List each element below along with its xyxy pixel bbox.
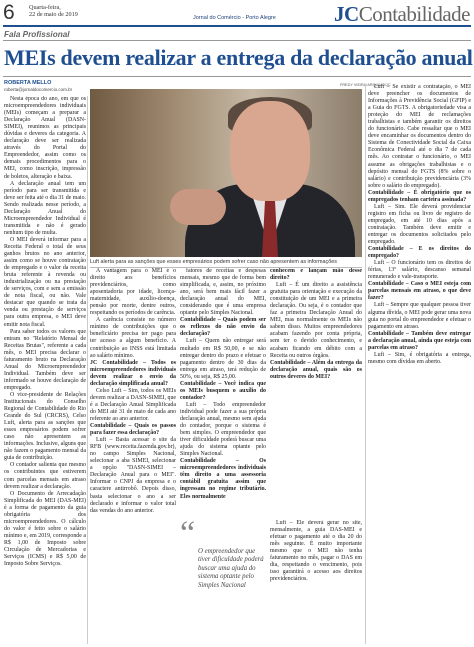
interview-question: Contabilidade – E os direitos do empregado? [368,246,471,260]
column-divider [87,96,88,644]
paragraph: Luft – O funcionário tem os direitos de férias, 13º salário, descanso semanal remunerado e vale-transporte. [368,260,471,281]
section-label: Fala Profissional [4,30,70,39]
author-email: roberta@jornaldocomercio.com.br [4,87,73,92]
article-photo [90,89,362,257]
paragraph: fatores de receitas e despesas mensais, mesmo que de forma bem simplificada, e, assim, no próximo ano, será bem mais fácil fazer a declaração anual do MEI, considerando que é uma empresa optante pelo Simples Nacional. [180,268,266,317]
interview-question: Contabilidade – Também deve entregar a declaração anual, ainda que esteja com parcelas em atraso? [368,330,471,351]
weekday: Quarta-feira, [29,4,61,11]
date-text: 22 de maio de 2019 [29,11,78,18]
interview-question: Contabilidade – Quais podem ser os reflexos do não envio da declaração? [180,317,266,338]
paragraph: O vice-presidente de Relações Institucionais do Conselho Regional de Contabilidade do Rio Grande do Sul (CRCRS), Celso Luft, alerta para as sanções que esses empresários podem sofrer caso não apresentem as informações. Inclusive, alguns que não fazem o pagamento mensal da guia de contribuição. [4,391,86,462]
headline-rule [3,76,471,77]
paragraph: Celso Luft – Sim, todos os MEIs devem realizar a DASN-SIMEI, que é a Declaração Anual Simplificada do MEI até 31 de maio de cada ano referente ao ano anterior. [90,387,176,422]
interview-question: Contabilidade – Você indica que os MEIs busquem o auxílio do contador? [180,380,266,401]
paragraph: Nesta época do ano, em que os microempreendedores individuais (MEIs) começam a preparar a Declaração Anual (DASN-SIMEI), reunimos as principais dúvidas e deveres da categoria. A declaração deve ser realizada através do Portal do Empreendedor, assim como os demais procedimentos para o MEI, como inscrição, impressão de boletos, alteração e baixa. [4,96,86,180]
interview-question: Contabilidade – Quais os passos para fazer essa declaração? [90,423,176,437]
paragraph: Luft – Sim. Ele deverá providenciar registro em ficha ou livro de registro de empregado, em até 10 dias após a contratação. Também deve emitir e entregar os documentos solicitados pelo empregado. [368,203,471,246]
header-rule [3,25,471,27]
article-column-3 [180,268,266,516]
interview-question: Contabilidade – Caso o MEI esteja com parcelas mensais em atraso, o que deve fazer? [368,281,471,302]
article-column-1 [4,96,86,644]
paragraph: A vantagem para o MEI é o direito aos benefícios previdenciários, como aposentadoria por idade, licença-maternidade, auxílio-doença, pensão por morte, dentre outros, respeitando os períodos de carência. [90,268,176,317]
headline: MEIs devem realizar a entrega da declaração anual [4,45,473,70]
article-column-5 [368,84,471,644]
logo-jc: JC [334,2,359,26]
photo-hand [170,189,226,225]
publication-date [29,4,78,18]
paragraph: Luft – Basta acessar o site da RFB (www.receita.fazenda.gov.br), no campo Simples Nacional, selecionar a aba SIMEI, selecionar a opção "DASN-SIMEI – Declaração Anual para o MEI". Informar o CNPJ da empresa e o caractere antirrobô. Depois disso, basta selecionar o ano a ser declarado e informar o valor total das vendas do ano anterior. [90,437,176,514]
section-logo [334,2,470,27]
photo-credit: FREDY VIEIRA/ARQUIVO/JC [340,83,391,87]
journal-name: Jornal do Comércio - Porto Alegre [193,15,276,21]
paragraph: O contador salienta que mesmo os contribuintes que estiverem com parcelas mensais em atraso devem realizar a declaração. [4,462,86,490]
paragraph: Para saber todos os valores que entram no "Relatório Mensal de Receitas Brutas", referente a cada mês, o MEI precisa declarar o faturamento bruto na Declaração Anual do Microempreendedor Individual. Também deve ser informado se houve declaração de empregado. [4,328,86,391]
paragraph: O Documento de Arrecadação Simplificada do MEI (DAS-MEI) é a forma de pagamento da guia obrigatória dos microempreendedores. O cálculo do valor é feito sobre o salário mínimo e, em 2019, corresponde a R$ 1,00 de Imposto sobre Circulação de Mercadorias e Serviços (ICMS) e R$ 5,00 de Imposto Sobre Serviços. [4,490,86,568]
section-rule [3,40,471,41]
paragraph: O MEI deverá informar para a Receita Federal o total de seus ganhos brutos no ano anterior, assim como se houve contratação de empregado e o valor da receita bruta referente à revenda ou industrialização ou na prestação de serviços, com e sem a emissão de nota fiscal, ou não. Vale destacar que quando se trata da venda ou prestação de serviços para outra empresa, o MEI deve emitir nota fiscal. [4,236,86,328]
article-column-4-continued [270,520,362,644]
paragraph: Luft – Quem não entregar será multado em R$ 50,00, e se não entregar dentro do prazo e efetuar o pagamento dentro de 30 dias da entrega em atraso, terá redução de 50%, ou seja, R$ 25,00. [180,338,266,380]
article-column-2 [90,268,176,644]
paragraph: Luft – Se existir a contratação, o MEI deve preencher os documentos de Informações à Previdência Social (GFIP) e a Guia do FGTS. A obrigatoriedade visa a proteção do MEI de reclamações trabalhistas e também garantir os direitos do funcionário. Cabe ressaltar que o MEI deve encaminhar os documentos dentro do Sistema de Conectividade Social da Caixa Econômica Federal até o dia 7 de cada mês. Ao contratar o funcionário, o MEI assume as obrigações trabalhistas e o depósito mensal do FGTS (8% sobre o salário) e contribuição previdenciária (3% sobre o salário do empregado). [368,84,471,189]
interview-question: conhecem e lançam mão desse direito? [270,268,362,282]
pull-quote [180,515,266,644]
column-divider [365,84,366,644]
paragraph: Luft – É um direito a assistência gratuita para orientação e execução da constituição de um MEI e a primeira declaração. Ou seja, é o contador que faz a primeira Declaração Anual do MEI, mas normalmente os MEIs não sabem disso. Muitos empreendedores acabam fazendo por conta própria, sem ter o devido conhecimento, e acabam ficando em débito com a Receita ou outros órgãos. [270,282,362,359]
paragraph: Luft – Ele deverá gerar no site, mensalmente, a guia DAS-MEI e efetuar o pagamento até o dia 20 do mês seguinte. É muito importante mesmo que o MEI não tenha faturamento no mês, pagar o DAS em dia, respeitando o vencimento, pois isso garantirá o acesso aos direitos previdenciários. [270,520,362,583]
quote-mark-icon: “ [180,515,196,552]
article-column-4 [270,268,362,518]
interview-question: Contabilidade – Os microempreendedores individuais têm direito a uma assessoria contábil gratuita assim que ingressam no regime tributário. Eles normalmente [180,458,266,500]
interview-question: Contabilidade – É obrigatório que os empregados tenham carteira assinada? [368,189,471,203]
paragraph: A carência consiste no número mínimo de contribuições que o beneficiário precisa ter pago para ter acesso a algum benefício. A contribuição ao INSS está limitada ao salário mínimo. [90,317,176,359]
page-number: 6 [3,1,15,24]
interview-question: JC Contabilidade – Todos os microempreendedores individuais devem realizar o envio da declaração simplificada anual? [90,359,176,387]
paragraph: A declaração anual tem um período para ser transmitida e deve ser feita até o dia 31 de maio. Sendo realizada nesse período, a Declaração Anual do Microempreendedor Individual é transmitida e não é gerado nenhum tipo de multa. [4,180,86,236]
paragraph: Luft – Sim, é obrigatória a entrega, mesmo com dívidas em aberto. [368,351,471,365]
page-header [0,0,474,24]
paragraph: Luft – Sempre que qualquer pessoa tiver alguma dívida, o MEI pode gerar uma nova guia no portal do empreendedor e efetuar o pagamento em atraso. [368,302,471,330]
photo-caption: Luft alerta para as sanções que esses empresários podem sofrer caso não apresentem as informações [90,259,362,268]
author-name: ROBERTA MELLO [4,80,52,86]
pull-quote-text: O empreendedor que tiver dificuldade poderá buscar uma ajuda do sistema optante pelo Simples Nacional [198,548,264,589]
interview-question: Contabilidade – Além da entrega da declaração anual, quais são os outros deveres do MEI? [270,359,362,380]
logo-text: Contabilidade [358,2,470,26]
photo-face [230,101,310,201]
paragraph: Luft – Todo empreendedor individual pode fazer a sua própria declaração anual, mesmo sem ajuda do contador, porque o sistema é bem simples. O empreendedor que tiver dificuldade poderá buscar uma ajuda do sistema optante pelo Simples Nacional. [180,401,266,458]
